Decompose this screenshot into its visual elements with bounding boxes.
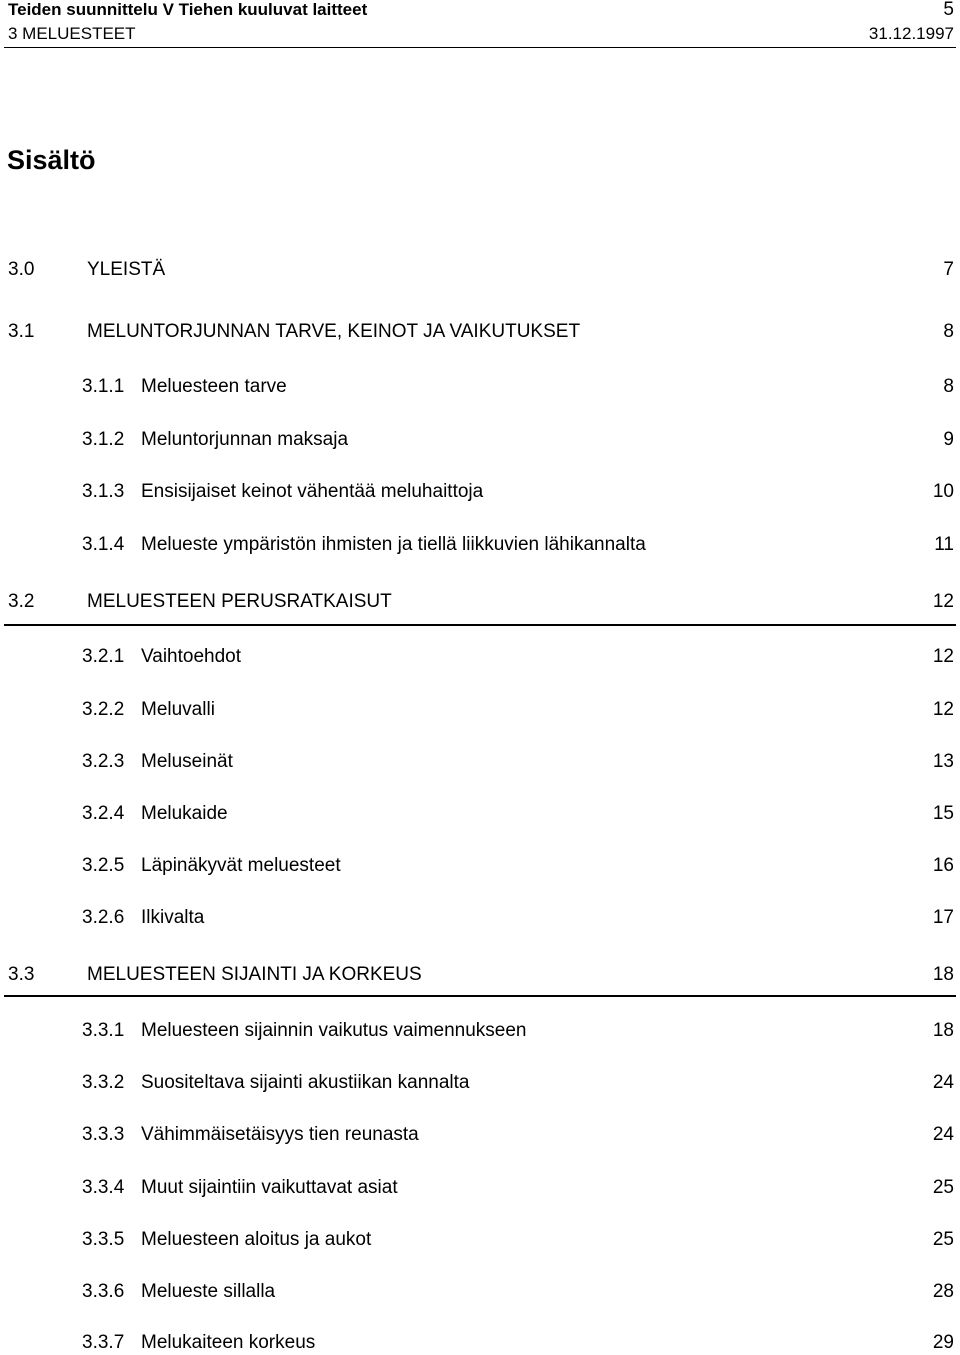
toc-entry-page: 12	[932, 591, 954, 612]
toc-entry-page: 12	[932, 646, 954, 667]
toc-entry-page: 12	[932, 699, 954, 720]
section-label: 3 MELUESTEET	[8, 24, 136, 43]
toc-entry-title: YLEISTÄ	[87, 259, 166, 280]
toc-subsection-entry[interactable]	[82, 906, 954, 930]
toc-subsection-entry[interactable]	[82, 1123, 954, 1147]
toc-entry-title: Meluesteen tarve	[141, 376, 287, 397]
toc-entry-number: 3.3.6	[82, 1281, 125, 1302]
toc-entry-number: 3.2.6	[82, 907, 125, 928]
toc-entry-title: Meluesteen aloitus ja aukot	[141, 1229, 372, 1250]
toc-section-entry[interactable]	[8, 590, 954, 614]
toc-subsection-entry[interactable]	[82, 1228, 954, 1252]
toc-subsection-entry[interactable]	[82, 1280, 954, 1304]
toc-entry-title: MELUNTORJUNNAN TARVE, KEINOT JA VAIKUTUKSET	[87, 321, 581, 342]
toc-entry-number: 3.2.3	[82, 751, 125, 772]
toc-section-entry[interactable]	[8, 320, 954, 344]
toc-entry-number: 3.3	[8, 964, 35, 985]
toc-entry-page: 10	[932, 481, 954, 502]
toc-entry-title: Meluesteen sijainnin vaikutus vaimennukseen	[141, 1020, 527, 1041]
toc-entry-number: 3.3.5	[82, 1229, 125, 1250]
toc-entry-page: 24	[932, 1124, 954, 1145]
toc-entry-title: MELUESTEEN SIJAINTI JA KORKEUS	[87, 964, 422, 985]
toc-entry-number: 3.2	[8, 591, 35, 612]
toc-entry-title: Suositeltava sijainti akustiikan kannalta	[141, 1072, 470, 1093]
toc-entry-page: 24	[932, 1072, 954, 1093]
toc-entry-page: 28	[932, 1281, 954, 1302]
toc-entry-page: 25	[932, 1177, 954, 1198]
toc-subsection-entry[interactable]	[82, 1331, 954, 1355]
toc-entry-page: 17	[932, 907, 954, 928]
toc-subsection-entry[interactable]	[82, 533, 954, 557]
toc-entry-number: 3.3.7	[82, 1332, 125, 1353]
toc-entry-page: 13	[932, 751, 954, 772]
header-date: 31.12.1997	[868, 24, 954, 43]
toc-entry-title: Läpinäkyvät meluesteet	[141, 855, 341, 876]
toc-entry-title: Melukaiteen korkeus	[141, 1332, 316, 1353]
toc-entry-title: Meluseinät	[141, 751, 233, 772]
toc-entry-title: Meluvalli	[141, 699, 215, 720]
toc-entry-page: 16	[932, 855, 954, 876]
toc-entry-number: 3.3.1	[82, 1020, 125, 1041]
toc-subsection-entry[interactable]	[82, 1071, 954, 1095]
toc-entry-page: 29	[932, 1332, 954, 1353]
toc-subsection-entry[interactable]	[82, 1019, 954, 1043]
toc-entry-title: Vähimmäisetäisyys tien reunasta	[141, 1124, 419, 1145]
toc-entry-page: 8	[943, 376, 954, 397]
toc-entry-number: 3.2.2	[82, 699, 125, 720]
toc-entry-title: MELUESTEEN PERUSRATKAISUT	[87, 591, 392, 612]
toc-subsection-entry[interactable]	[82, 375, 954, 399]
toc-section-entry[interactable]	[8, 963, 954, 987]
toc-subsection-entry[interactable]	[82, 698, 954, 722]
toc-entry-number: 3.0	[8, 259, 35, 280]
toc-entry-number: 3.3.4	[82, 1177, 125, 1198]
toc-subsection-entry[interactable]	[82, 1176, 954, 1200]
toc-entry-title: Vaihtoehdot	[141, 646, 242, 667]
toc-entry-title: Meluntorjunnan maksaja	[141, 429, 349, 450]
toc-entry-page: 15	[932, 803, 954, 824]
toc-entry-page: 18	[932, 964, 954, 985]
toc-entry-number: 3.1	[8, 321, 35, 342]
toc-subsection-entry[interactable]	[82, 802, 954, 826]
toc-entry-page: 7	[943, 259, 954, 280]
toc-entry-number: 3.3.2	[82, 1072, 125, 1093]
toc-entry-number: 3.1.1	[82, 376, 125, 397]
section-divider	[4, 624, 956, 626]
toc-entry-page: 9	[943, 429, 954, 450]
toc-subsection-entry[interactable]	[82, 480, 954, 504]
toc-entry-number: 3.3.3	[82, 1124, 125, 1145]
page-number: 5	[943, 0, 954, 20]
toc-entry-title: Ilkivalta	[141, 907, 205, 928]
section-divider	[4, 995, 956, 997]
toc-entry-page: 8	[943, 321, 954, 342]
toc-section-entry[interactable]	[8, 258, 954, 282]
toc-entry-page: 18	[932, 1020, 954, 1041]
document-title: Teiden suunnittelu V Tiehen kuuluvat laitteet	[8, 0, 368, 19]
toc-entry-title: Melueste ympäristön ihmisten ja tiellä liikkuvien lähikannalta	[141, 534, 646, 555]
toc-subsection-entry[interactable]	[82, 854, 954, 878]
toc-entry-title: Melueste sillalla	[141, 1281, 276, 1302]
toc-subsection-entry[interactable]	[82, 750, 954, 774]
toc-entry-page: 25	[932, 1229, 954, 1250]
toc-entry-title: Melukaide	[141, 803, 228, 824]
toc-entry-number: 3.1.2	[82, 429, 125, 450]
toc-entry-title: Muut sijaintiin vaikuttavat asiat	[141, 1177, 398, 1198]
toc-entry-page: 11	[934, 534, 954, 555]
toc-heading: Sisältö	[7, 145, 96, 175]
toc-entry-number: 3.2.1	[82, 646, 125, 667]
toc-entry-title: Ensisijaiset keinot vähentää meluhaittoja	[141, 481, 484, 502]
toc-entry-number: 3.2.4	[82, 803, 125, 824]
toc-subsection-entry[interactable]	[82, 645, 954, 669]
toc-entry-number: 3.2.5	[82, 855, 125, 876]
toc-entry-number: 3.1.4	[82, 534, 125, 555]
toc-subsection-entry[interactable]	[82, 428, 954, 452]
toc-entry-number: 3.1.3	[82, 481, 125, 502]
